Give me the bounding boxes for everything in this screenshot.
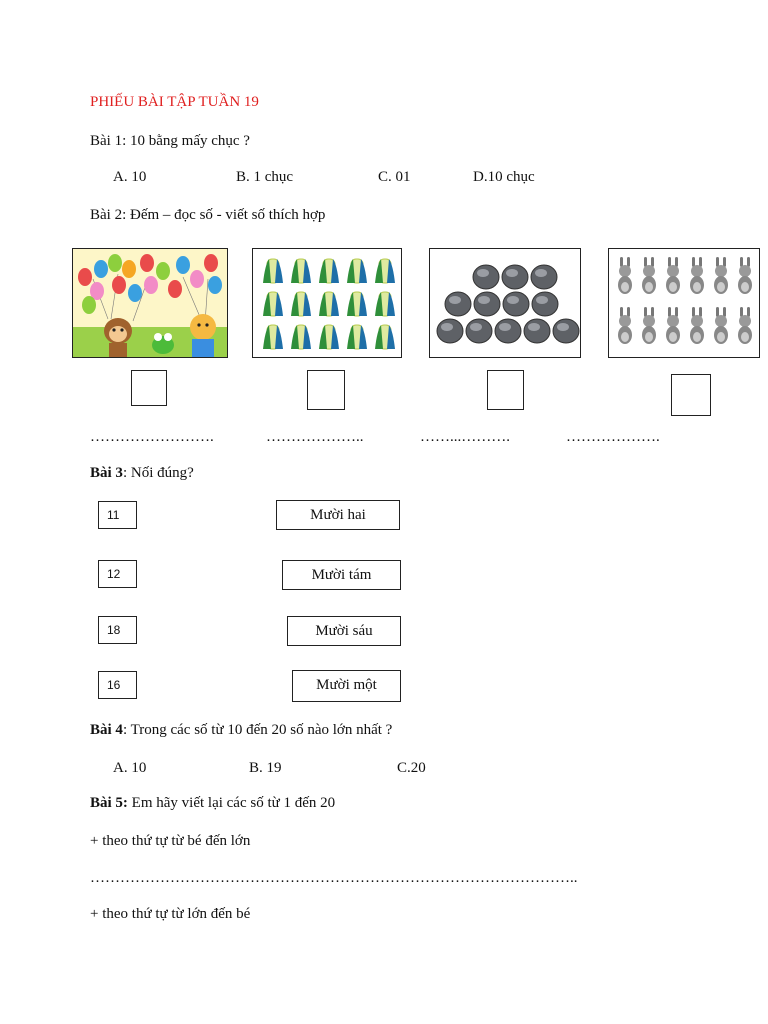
- number-box-12[interactable]: 12: [98, 560, 137, 588]
- rabbit-icon: [666, 257, 680, 294]
- rocks-image: [429, 248, 581, 358]
- rabbits-illustration: [609, 249, 759, 357]
- bai5-part2: + theo thứ tự từ lớn đến bé: [90, 906, 251, 922]
- rock-icon: [531, 265, 557, 289]
- rabbit-icon: [714, 257, 728, 294]
- corn-icon: [319, 259, 339, 283]
- number-box-11[interactable]: 11: [98, 501, 137, 529]
- corn-icon: [263, 325, 283, 349]
- bai1-option-b: B. 1 chục: [236, 169, 294, 185]
- bai1-option-a: A. 10: [113, 169, 147, 185]
- corn-icon: [319, 292, 339, 316]
- rock-icon: [502, 265, 528, 289]
- bai5-part1: + theo thứ tự từ bé đến lớn: [90, 833, 251, 849]
- bai4-option-c: C.20: [397, 760, 426, 776]
- word-box-muoi-tam[interactable]: Mười tám: [282, 560, 401, 590]
- corn-icon: [291, 325, 311, 349]
- bai5-answer-line[interactable]: ……………………………………………………………………………………..: [90, 870, 578, 886]
- corn-icon: [291, 292, 311, 316]
- word-box-muoi-sau[interactable]: Mười sáu: [287, 616, 401, 646]
- rabbits-image: [608, 248, 760, 358]
- bai4-question-text: : Trong các số từ 10 đến 20 số nào lớn nhất ?: [122, 722, 393, 738]
- rabbit-icon: [738, 307, 752, 344]
- corn-icon: [347, 325, 367, 349]
- rock-icon: [532, 292, 558, 316]
- bai1-option-c: C. 01: [378, 169, 411, 185]
- balloons-animals-image: [72, 248, 228, 358]
- bai4-option-a: A. 10: [113, 760, 147, 776]
- rabbit-icon: [690, 307, 704, 344]
- rock-icon: [466, 319, 492, 343]
- number-box-16[interactable]: 16: [98, 671, 137, 699]
- blank-line-1[interactable]: …………………….: [90, 429, 214, 445]
- bai1-option-d: D.10 chục: [473, 169, 535, 185]
- bai4-question: [90, 722, 392, 739]
- corn-image: [252, 248, 402, 358]
- corn-icon: [263, 292, 283, 316]
- corn-icon: [347, 259, 367, 283]
- corn-icon: [263, 259, 283, 283]
- answer-box-2[interactable]: [307, 370, 345, 410]
- word-box-muoi-mot[interactable]: Mười một: [292, 670, 401, 702]
- corn-icon: [291, 259, 311, 283]
- corn-icon: [347, 292, 367, 316]
- bai1-question: Bài 1: 10 bằng mấy chục ?: [90, 133, 250, 149]
- rock-icon: [524, 319, 550, 343]
- rocks-illustration: [430, 249, 580, 357]
- bai3-question: [90, 465, 194, 482]
- bai4-label: Bài 4: [90, 722, 123, 738]
- rabbit-icon: [690, 257, 704, 294]
- rabbit-icon: [618, 257, 632, 294]
- bai3-label: Bài 3: [90, 465, 123, 481]
- rock-icon: [473, 265, 499, 289]
- balloons-animals-illustration: [73, 249, 227, 357]
- rock-icon: [437, 319, 463, 343]
- answer-box-1[interactable]: [131, 370, 167, 406]
- answer-box-3[interactable]: [487, 370, 524, 410]
- bai2-question: Bài 2: Đếm – đọc số - viết số thích hợp: [90, 207, 326, 223]
- bai5-question-text: Em hãy viết lại các số từ 1 đến 20: [127, 795, 336, 811]
- bai5-question: [90, 795, 335, 812]
- blank-line-3[interactable]: ……...……….: [420, 429, 510, 445]
- corn-icon: [375, 259, 395, 283]
- bai3-question-text: : Nối đúng?: [122, 465, 194, 481]
- corn-illustration: [253, 249, 401, 357]
- number-box-18[interactable]: 18: [98, 616, 137, 644]
- rabbit-icon: [714, 307, 728, 344]
- rock-icon: [474, 292, 500, 316]
- rabbit-icon: [642, 257, 656, 294]
- word-box-muoi-hai[interactable]: Mười hai: [276, 500, 400, 530]
- rock-icon: [495, 319, 521, 343]
- rabbit-icon: [666, 307, 680, 344]
- corn-icon: [319, 325, 339, 349]
- blank-line-4[interactable]: ……………….: [566, 429, 660, 445]
- corn-icon: [375, 325, 395, 349]
- rock-icon: [553, 319, 579, 343]
- answer-box-4[interactable]: [671, 374, 711, 416]
- blank-line-2[interactable]: ………………..: [266, 429, 364, 445]
- corn-icon: [375, 292, 395, 316]
- bai4-option-b: B. 19: [249, 760, 282, 776]
- rabbit-icon: [618, 307, 632, 344]
- worksheet-title: PHIẾU BÀI TẬP TUẦN 19: [90, 94, 259, 110]
- rabbit-icon: [642, 307, 656, 344]
- rock-icon: [445, 292, 471, 316]
- bai5-label: Bài 5:: [90, 795, 128, 811]
- rabbit-icon: [738, 257, 752, 294]
- rock-icon: [503, 292, 529, 316]
